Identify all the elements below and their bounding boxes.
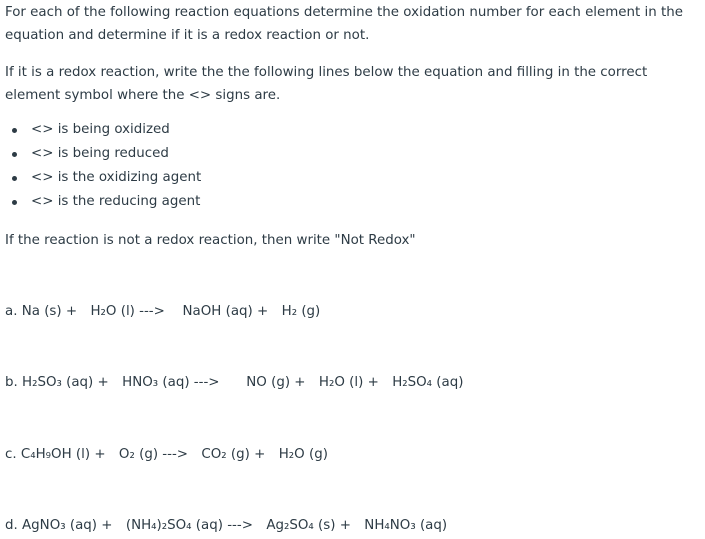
reaction-b: b. H₂SO₃ (aq) + HNO₃ (aq) ---> NO (g) + H₂O (l) + H₂SO₄ (aq): [5, 375, 464, 390]
not-redox-paragraph: If the reaction is not a redox reaction, then write "Not Redox": [5, 233, 416, 248]
bullet-oxidizing-agent: <> is the oxidizing agent: [0, 168, 201, 192]
bullet-oxidized: <> is being oxidized: [0, 120, 201, 144]
redox-instructions-paragraph: If it is a redox reaction, write the the following lines below the equation and filling in the correct element symbol where the <> signs are.: [5, 65, 648, 103]
reaction-c: c. C₄H₉OH (l) + O₂ (g) ---> CO₂ (g) + H₂O (g): [5, 447, 328, 462]
bullet-reducing-agent: <> is the reducing agent: [0, 192, 201, 216]
bullet-reduced: <> is being reduced: [0, 144, 201, 168]
bullet-list: [0, 120, 201, 216]
reaction-a: a. Na (s) + H₂O (l) ---> NaOH (aq) + H₂ (g): [5, 304, 321, 319]
reaction-d: d. AgNO₃ (aq) + (NH₄)₂SO₄ (aq) ---> Ag₂SO₄ (s) + NH₄NO₃ (aq): [5, 518, 448, 533]
intro-paragraph: For each of the following reaction equations determine the oxidation number for each element in the equation and determine if it is a redox reaction or not.: [5, 5, 683, 43]
